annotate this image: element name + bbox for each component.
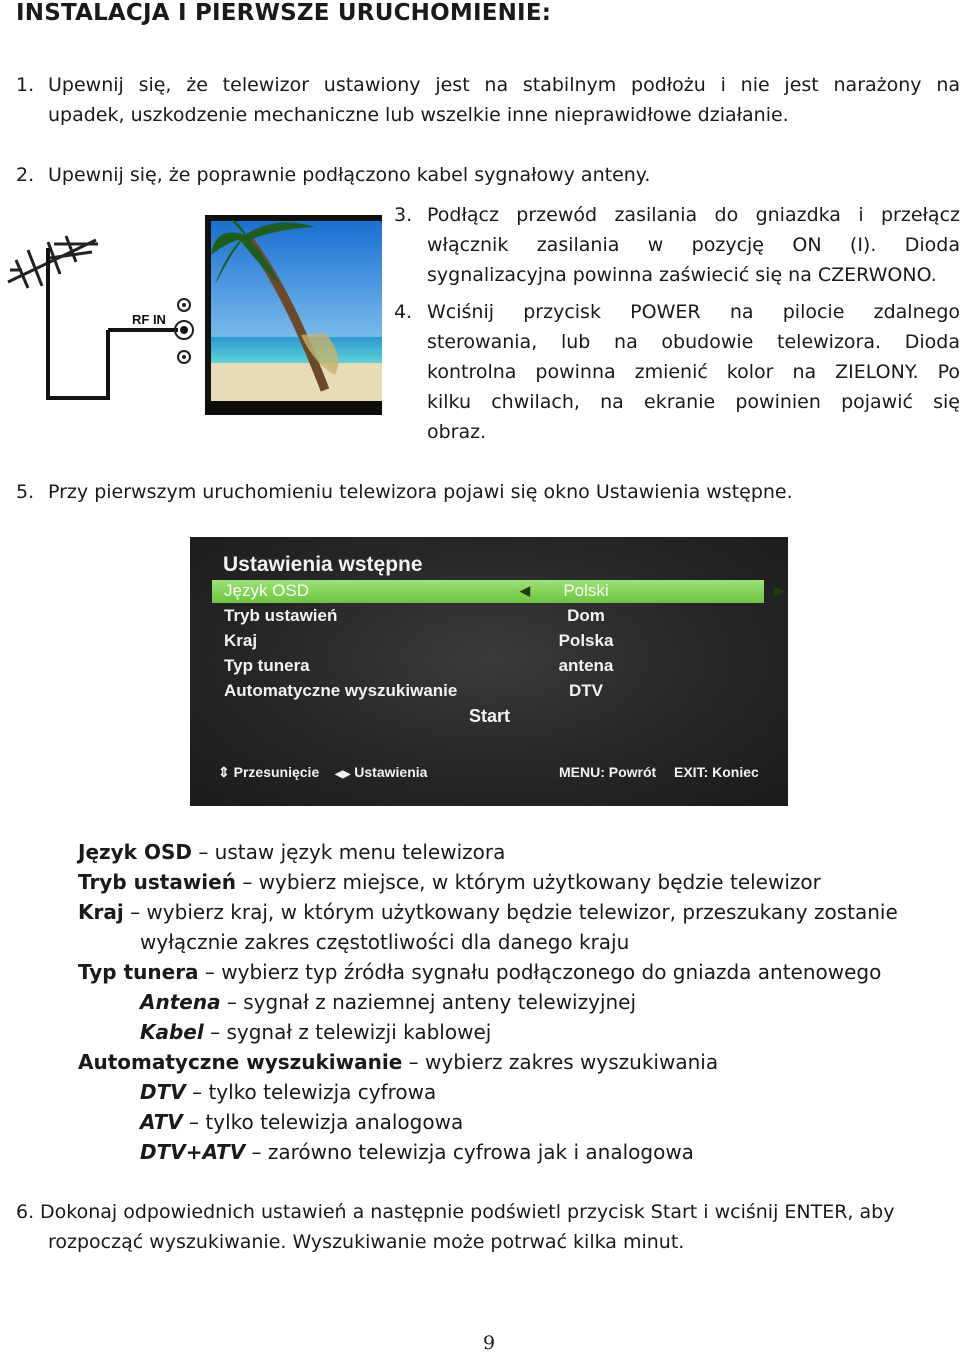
osd-start-button[interactable]: Start bbox=[469, 706, 511, 726]
step-text-line: Upewnij się, że telewizor ustawiony jest na stabilnym podłożu i nie jest narażony na bbox=[48, 74, 960, 96]
desc-term: Kabel bbox=[140, 1020, 204, 1044]
osd-row-label: Język OSD bbox=[224, 581, 310, 600]
desc-text: – tylko telewizja cyfrowa bbox=[185, 1080, 437, 1104]
page-number: 9 bbox=[482, 1332, 496, 1354]
settings-descriptions bbox=[78, 837, 938, 1167]
desc-text: – wybierz typ źródła sygnału podłączonego do gniazda antenowego bbox=[198, 960, 882, 984]
desc-term: ATV bbox=[140, 1110, 183, 1134]
step-text-line: Przy pierwszym uruchomieniu telewizora pojawi się okno Ustawienia wstępne. bbox=[48, 481, 793, 503]
step-text-line: Wciśnij przycisk POWER na pilocie zdalnego bbox=[427, 301, 960, 323]
osd-row-tuner[interactable] bbox=[212, 655, 764, 678]
step-number: 6. bbox=[16, 1201, 35, 1223]
osd-row-label: Kraj bbox=[224, 631, 258, 650]
osd-footer-move bbox=[218, 764, 319, 781]
osd-footer-settings-label: Ustawienia bbox=[354, 764, 428, 780]
osd-title: Ustawienia wstępne bbox=[223, 553, 423, 576]
desc-text: – wybierz kraj, w którym użytkowany będzie telewizor, przeszukany zostanie bbox=[123, 900, 898, 924]
desc-dtv-atv bbox=[78, 1137, 938, 1167]
desc-term: DTV+ATV bbox=[140, 1140, 246, 1164]
desc-text: – sygnał z naziemnej anteny telewizyjnej bbox=[220, 990, 637, 1014]
desc-term: Tryb ustawień bbox=[78, 870, 236, 894]
step-text-line: Upewnij się, że poprawnie podłączono kabel sygnałowy anteny. bbox=[48, 164, 651, 186]
desc-term: Typ tunera bbox=[78, 960, 199, 984]
rf-in-label: RF IN bbox=[132, 312, 166, 327]
osd-row-label: Typ tunera bbox=[224, 656, 310, 675]
step-text-line: Podłącz przewód zasilania do gniazdka i przełącz bbox=[427, 204, 960, 226]
osd-row-value: Polski bbox=[563, 581, 609, 600]
desc-atv bbox=[78, 1107, 938, 1137]
desc-term: Automatyczne wyszukiwanie bbox=[78, 1050, 403, 1074]
tv-image bbox=[205, 215, 382, 415]
desc-term: Kraj bbox=[78, 900, 124, 924]
step-text-line: upadek, uszkodzenie mechaniczne lub wszelkie inne nieprawidłowe działanie. bbox=[48, 104, 789, 126]
desc-term: Język OSD bbox=[78, 840, 192, 864]
osd-footer-settings bbox=[335, 764, 427, 780]
step-2 bbox=[16, 160, 960, 190]
desc-country bbox=[78, 897, 938, 927]
up-down-arrows-icon: ⇕ bbox=[218, 764, 230, 780]
page-title: INSTALACJA I PIERWSZE URUCHOMIENIE: bbox=[16, 0, 552, 26]
chevron-right-icon[interactable]: ▶ bbox=[774, 583, 784, 598]
osd-footer-exit: EXIT: Koniec bbox=[674, 764, 759, 780]
step-3 bbox=[394, 200, 960, 290]
osd-row-value: Polska bbox=[558, 631, 614, 650]
step-text-line: włącznik zasilania w pozycję ON (I). Dioda bbox=[427, 234, 960, 256]
desc-text: – ustaw język menu telewizora bbox=[191, 840, 506, 864]
desc-autoscan bbox=[78, 1047, 938, 1077]
antenna-icon bbox=[8, 236, 98, 288]
osd-row-language[interactable] bbox=[212, 580, 784, 603]
desc-mode bbox=[78, 867, 938, 897]
step-text-line: rozpocząć wyszukiwanie. Wyszukiwanie może potrwać kilka minut. bbox=[48, 1231, 685, 1253]
step-number: 1. bbox=[16, 74, 35, 96]
desc-term: Antena bbox=[140, 990, 221, 1014]
step-4 bbox=[394, 297, 960, 447]
desc-antenna bbox=[78, 987, 938, 1017]
step-text-line: kontrolna powinna zmienić kolor na ZIELONY. Po bbox=[427, 361, 960, 383]
desc-tuner bbox=[78, 957, 938, 987]
osd-row-value: DTV bbox=[569, 681, 603, 700]
step-6 bbox=[16, 1197, 960, 1257]
left-right-arrows-icon: ◀▶ bbox=[335, 769, 351, 780]
osd-row-label: Automatyczne wyszukiwanie bbox=[224, 681, 458, 700]
osd-footer-move-label: Przesunięcie bbox=[233, 764, 320, 780]
antenna-connection-illustration bbox=[0, 230, 210, 400]
step-text-line: kilku chwilach, na ekranie powinien pojawić się bbox=[427, 391, 960, 413]
osd-row-mode[interactable] bbox=[212, 605, 764, 628]
step-number: 4. bbox=[394, 301, 413, 323]
osd-row-value: antena bbox=[558, 656, 614, 675]
step-number: 3. bbox=[394, 204, 413, 226]
step-number: 2. bbox=[16, 164, 35, 186]
desc-cable bbox=[78, 1017, 938, 1047]
desc-text: – zarówno telewizja cyfrowa jak i analogowa bbox=[245, 1140, 694, 1164]
osd-row-label: Tryb ustawień bbox=[224, 606, 338, 625]
osd-row-country[interactable] bbox=[212, 630, 764, 653]
step-text-line: Dokonaj odpowiednich ustawień a następnie podświetl przycisk Start i wciśnij ENTER, aby bbox=[40, 1201, 895, 1223]
desc-language bbox=[78, 837, 938, 867]
desc-text: wyłącznie zakres częstotliwości dla danego kraju bbox=[140, 930, 630, 954]
osd-initial-settings-screen bbox=[190, 537, 788, 806]
step-number: 5. bbox=[16, 481, 35, 503]
osd-row-value: Dom bbox=[567, 606, 605, 625]
step-text-line: sterowania, lub na obudowie telewizora. Dioda bbox=[427, 331, 960, 353]
step-text-line: sygnalizacyjna powinna zaświecić się na CZERWONO. bbox=[427, 264, 937, 286]
step-1 bbox=[16, 70, 960, 130]
desc-term: DTV bbox=[140, 1080, 186, 1104]
desc-text: – wybierz miejsce, w którym użytkowany będzie telewizor bbox=[235, 870, 821, 894]
desc-text: – wybierz zakres wyszukiwania bbox=[402, 1050, 719, 1074]
step-5 bbox=[16, 477, 960, 507]
osd-row-autoscan[interactable] bbox=[212, 680, 764, 703]
chevron-left-icon[interactable]: ◀ bbox=[520, 583, 530, 598]
desc-text: – tylko telewizja analogowa bbox=[182, 1110, 464, 1134]
osd-footer-menu: MENU: Powrót bbox=[559, 764, 657, 780]
desc-text: – sygnał z telewizji kablowej bbox=[203, 1020, 492, 1044]
desc-dtv bbox=[78, 1077, 938, 1107]
step-text-line: obraz. bbox=[427, 421, 487, 443]
